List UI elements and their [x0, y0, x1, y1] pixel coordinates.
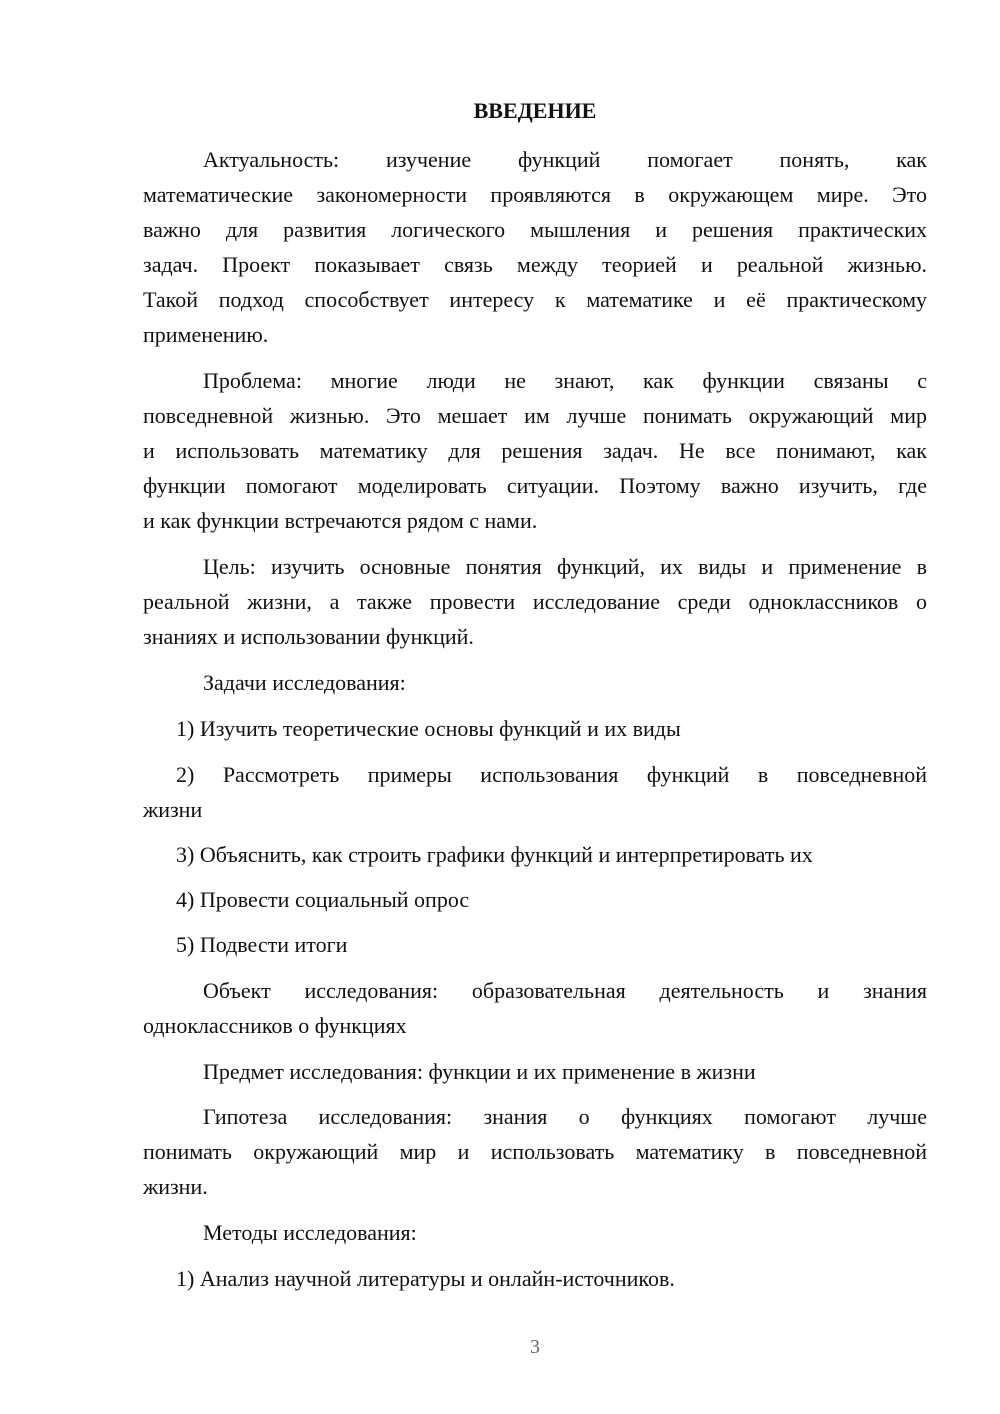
- paragraph-line: и использовать математику для решения задач. Не все понимают, как: [143, 438, 927, 463]
- list-item: 4) Провести социальный опрос: [176, 887, 470, 912]
- paragraph-line: Объект исследования: образовательная деятельность и знания: [203, 978, 927, 1003]
- paragraph-line: Такой подход способствует интересу к математике и её практическому: [143, 287, 927, 312]
- subject-paragraph: Предмет исследования: функции и их применение в жизни: [203, 1059, 756, 1084]
- page-title: ВВЕДЕНИЕ: [473, 98, 597, 123]
- paragraph-line: Проблема: многие люди не знают, как функции связаны с: [203, 368, 927, 393]
- methods-title: Методы исследования:: [203, 1220, 417, 1245]
- list-item: 1) Изучить теоретические основы функций и их виды: [176, 716, 681, 741]
- paragraph-line: одноклассников о функциях: [143, 1013, 407, 1038]
- paragraph-line: важно для развития логического мышления и решения практических: [143, 217, 927, 242]
- list-item: 3) Объяснить, как строить графики функций и интерпретировать их: [176, 842, 813, 867]
- list-item-continuation: жизни: [143, 797, 203, 822]
- paragraph-line: жизни.: [143, 1174, 208, 1199]
- paragraph-line: применению.: [143, 322, 269, 347]
- paragraph-line: Гипотеза исследования: знания о функциях помогают лучше: [203, 1104, 927, 1129]
- paragraph-line: функции помогают моделировать ситуации. Поэтому важно изучить, где: [143, 473, 927, 498]
- tasks-title: Задачи исследования:: [203, 670, 406, 695]
- paragraph-line: математические закономерности проявляются в окружающем мире. Это: [143, 182, 927, 207]
- paragraph-line: понимать окружающий мир и использовать математику в повседневной: [143, 1139, 927, 1164]
- paragraph-line: Цель: изучить основные понятия функций, их виды и применение в: [203, 554, 927, 579]
- page-number: 3: [530, 1336, 540, 1358]
- paragraph-line: знаниях и использовании функций.: [143, 624, 474, 649]
- paragraph-line: задач. Проект показывает связь между теорией и реальной жизнью.: [143, 252, 927, 277]
- paragraph-line: реальной жизни, а также провести исследование среди одноклассников о: [143, 589, 927, 614]
- paragraph-line: и как функции встречаются рядом с нами.: [143, 508, 538, 533]
- paragraph-line: повседневной жизнью. Это мешает им лучше понимать окружающий мир: [143, 403, 927, 428]
- list-item: 2) Рассмотреть примеры использования функций в повседневной: [176, 762, 927, 787]
- list-item: 1) Анализ научной литературы и онлайн-источников.: [176, 1266, 675, 1291]
- list-item: 5) Подвести итоги: [176, 932, 348, 957]
- paragraph-line: Актуальность: изучение функций помогает понять, как: [203, 147, 927, 172]
- document-page: [143, 0, 927, 1414]
